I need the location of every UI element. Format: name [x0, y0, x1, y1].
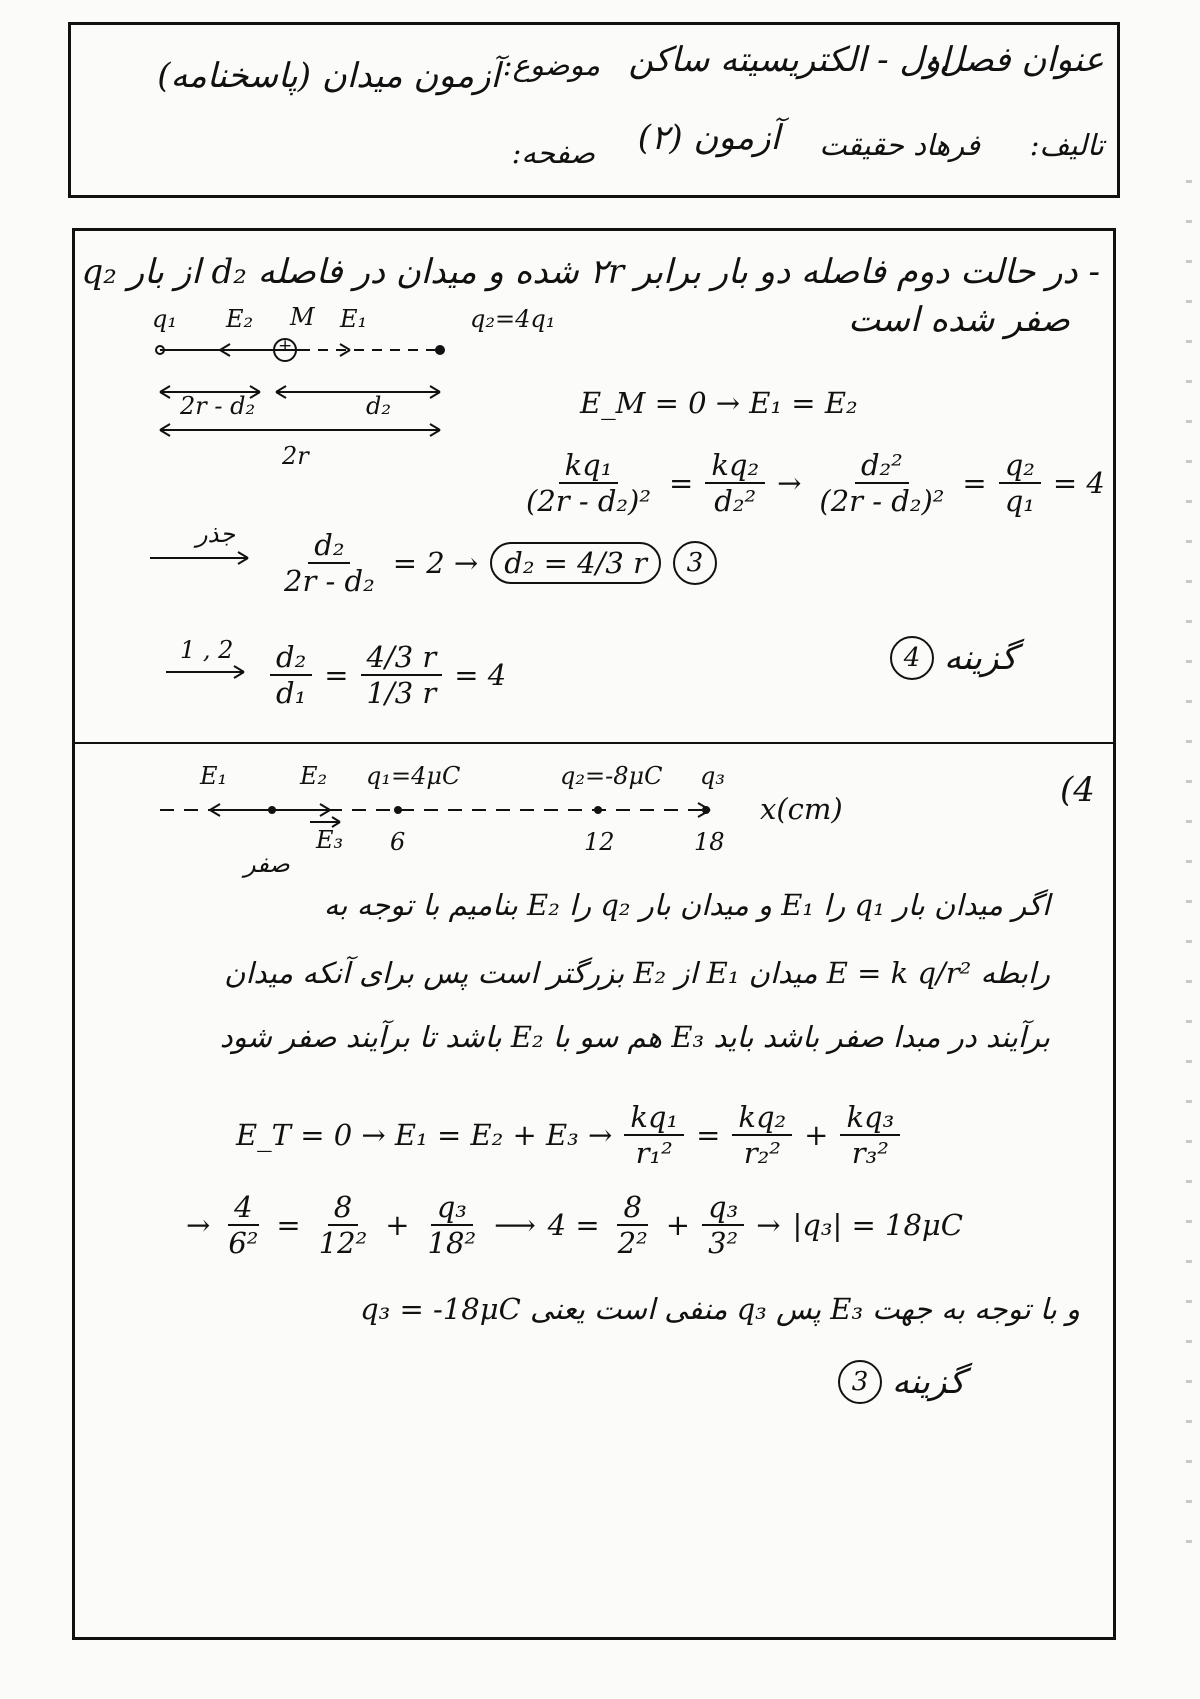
q1-ratio-row: $\frac{\text{d₂}}{\text{d₁}}$ = $\frac{4/3 r}{1/3 r}$ = 4 [270, 640, 506, 710]
exam-value: آزمون (۲) [637, 118, 780, 158]
author-label: تالیف: [1029, 128, 1104, 162]
q4-eq1-f2-num: kq₂ [732, 1100, 792, 1136]
q1-result-boxed: d₂ = 4/3 r [490, 542, 661, 584]
q4-conclusion: و با توجه به جهت E₃ پس q₃ منفی است یعنی q₃ = -18μC [360, 1292, 1080, 1326]
q4-label-e1: E₁ [200, 762, 228, 790]
q1-label-m: M [290, 303, 315, 331]
q4-eq1-f2-den: r₂² [743, 1136, 781, 1170]
q4-text-line1: اگر میدان بار q₁ را E₁ و میدان بار q₂ را E₂ بنامیم با توجه به [323, 888, 1050, 922]
q4-eq2-f3-num: q₃ [431, 1190, 473, 1226]
q1-frac6-den: d₁ [276, 676, 307, 710]
section-divider [72, 742, 1116, 744]
q4-axis-label: x(cm) [760, 792, 843, 826]
q1-frac1-den: (2r - d₂)² [526, 484, 651, 518]
q4-eq2-mid: 4 = [547, 1208, 600, 1242]
q4-q2-point [594, 806, 602, 814]
topic-label: موضوع: [502, 48, 600, 82]
q1-label-e1: E₁ [340, 305, 368, 333]
q4-eq2-f2-num: 8 [328, 1190, 358, 1226]
q4-eq2-f5-den: 3² [708, 1226, 739, 1260]
q1-frac1-num: kq₁ [559, 448, 619, 484]
q1-frac3-den: (2r - d₂)² [819, 484, 945, 518]
author-value: فرهاد حقیقت [819, 128, 980, 162]
q1-answer-num: 4 [890, 636, 934, 680]
q1-eq-rhs: = 4 [1052, 466, 1105, 500]
q1-label-e2: E₂ [226, 305, 254, 333]
q1-total: 2r [282, 442, 309, 470]
q1-label-q1: q₁ [152, 305, 177, 333]
q4-eq2-f1-den: 6² [228, 1226, 259, 1260]
q4-text-line3: برآیند در مبدا صفر باشد باید E₃ هم سو با E₂ باشد تا برآیند صفر شود [219, 1020, 1050, 1054]
q4-eq1-f1-den: r₁² [635, 1136, 673, 1170]
q4-eq2-f2-den: 12² [318, 1226, 368, 1260]
q1-frac2-den: d₂² [714, 484, 757, 518]
q4-eq2-f3-den: 18² [427, 1226, 477, 1260]
q1-answer-label: گزینه [944, 638, 1017, 678]
q4-eq1-row: E_T = 0 → E₁ = E₂ + E₃ → $\frac{\text{kq₁}}{\text{r₁²}}$ = $\frac{\text{kq₂}}{\text{r₂²}}$ + $\frac{\text{kq₃}}{\text{r₃²}}$ [236, 1100, 900, 1170]
q4-q3-point [702, 806, 710, 814]
q1-eq-em: E_M = 0 → E₁ = E₂ [580, 386, 858, 420]
q4-answer-num: 3 [838, 1360, 882, 1404]
q1-result-num: 3 [673, 541, 717, 585]
q4-tick-12: 12 [584, 828, 615, 856]
q1-charge-diagram [140, 300, 500, 460]
q1-ratio-arrow-icon [164, 662, 254, 682]
q4-eq2-f4-den: 2² [617, 1226, 648, 1260]
q4-label-q2: q₂=-8μC [560, 762, 663, 790]
q4-label-q1: q₁=4μC [366, 762, 461, 790]
q4-eq1-f1-num: kq₁ [624, 1100, 684, 1136]
q1-seg-right: d₂ [366, 392, 391, 420]
q1-frac6-num: d₂ [270, 640, 312, 676]
q1-sqrt-row [278, 528, 717, 598]
q1-answer [890, 636, 1017, 680]
q4-label-q3: q₃ [700, 762, 725, 790]
q1-frac4-den: q₁ [1004, 484, 1035, 518]
q4-answer-label: گزینه [892, 1362, 965, 1402]
q1-label-q2: q₂=4q₁ [470, 305, 556, 333]
q4-q1-point [394, 806, 402, 814]
q1-equation-row: $\frac{\text{kq₁}}{\text{(2r - d₂)²}}$ = $\frac{\text{kq₂}}{\text{d₂²}}$ → $\frac{\text{d₂²}}{\text{(2r - d₂)²}}$ = $\frac{\text{q₂}}{\text{q₁}}$ = 4 [520, 448, 1105, 518]
q4-label-net: صفر [244, 850, 290, 878]
q4-label-e3: E₃ [316, 826, 344, 854]
q4-eq2-result: |q₃| = 18μC [792, 1208, 963, 1242]
q1-sqrt-label: جذر [196, 520, 236, 548]
q4-eq2-f4-num: 8 [617, 1190, 647, 1226]
q4-eq1-f3-num: kq₃ [840, 1100, 900, 1136]
page-label: صفحه: [511, 136, 595, 170]
q1-frac4-num: q₂ [999, 448, 1041, 484]
q4-eq1-f3-den: r₃² [851, 1136, 889, 1170]
q4-text-line2: رابطه E = k q/r² میدان E₁ از E₂ بزرگتر است پس برای آنکه میدان [224, 956, 1050, 990]
q4-number: (4 [1060, 770, 1095, 810]
right-margin-dots [1186, 180, 1192, 1560]
q1-eq-four: = 4 [454, 658, 507, 692]
q1-frac7-num: 4/3 r [361, 640, 443, 676]
q4-tick-6: 6 [390, 828, 406, 856]
q4-eq1-text: E_T = 0 → E₁ = E₂ + E₃ → [236, 1118, 613, 1152]
q4-tick-18: 18 [694, 828, 725, 856]
q1-frac5-num: d₂ [308, 528, 350, 564]
q1-seg-left: 2r - d₂ [180, 392, 256, 420]
topic-value: آزمون میدان (پاسخنامه) [157, 56, 500, 96]
q4-label-e2: E₂ [300, 762, 328, 790]
q4-eq2-f5-num: q₃ [702, 1190, 744, 1226]
chapter-label: عنوان فصل: [927, 40, 1104, 80]
q1-sqrt-arrow-icon [148, 548, 258, 568]
q2-point [435, 345, 445, 355]
q1-intro-line1: - در حالت دوم فاصله دو بار برابر ۲r شده و میدان در فاصله d₂ از بار q₂ [81, 252, 1100, 292]
q4-eq2-row: → $\frac{4}{\text{6²}}$ = $\frac{8}{\text{12²}}$ + $\frac{\text{q₃}}{\text{18²}}$ ⟶ 4 = $\frac{8}{\text{2²}}$ + $\frac{\text{q₃}}{\text{3²}}$ → |q₃| = 18μC [186, 1190, 963, 1260]
q1-eq-two: = 2 → [392, 546, 479, 580]
q1-frac7-den: 1/3 r [366, 676, 437, 710]
chapter-value: اول - الکتریسیته ساکن [628, 40, 950, 80]
q1-frac5-den: 2r - d₂ [284, 564, 375, 598]
q1-ratio-label: 1 , 2 [180, 636, 234, 664]
q1-frac3-num: d₂² [855, 448, 909, 484]
q4-answer [838, 1360, 965, 1404]
q1-intro-line2: صفر شده است [848, 300, 1070, 340]
q4-eq2-f1-num: 4 [228, 1190, 258, 1226]
q1-frac2-num: kq₂ [705, 448, 765, 484]
q1-plus-sign: + [278, 336, 293, 356]
